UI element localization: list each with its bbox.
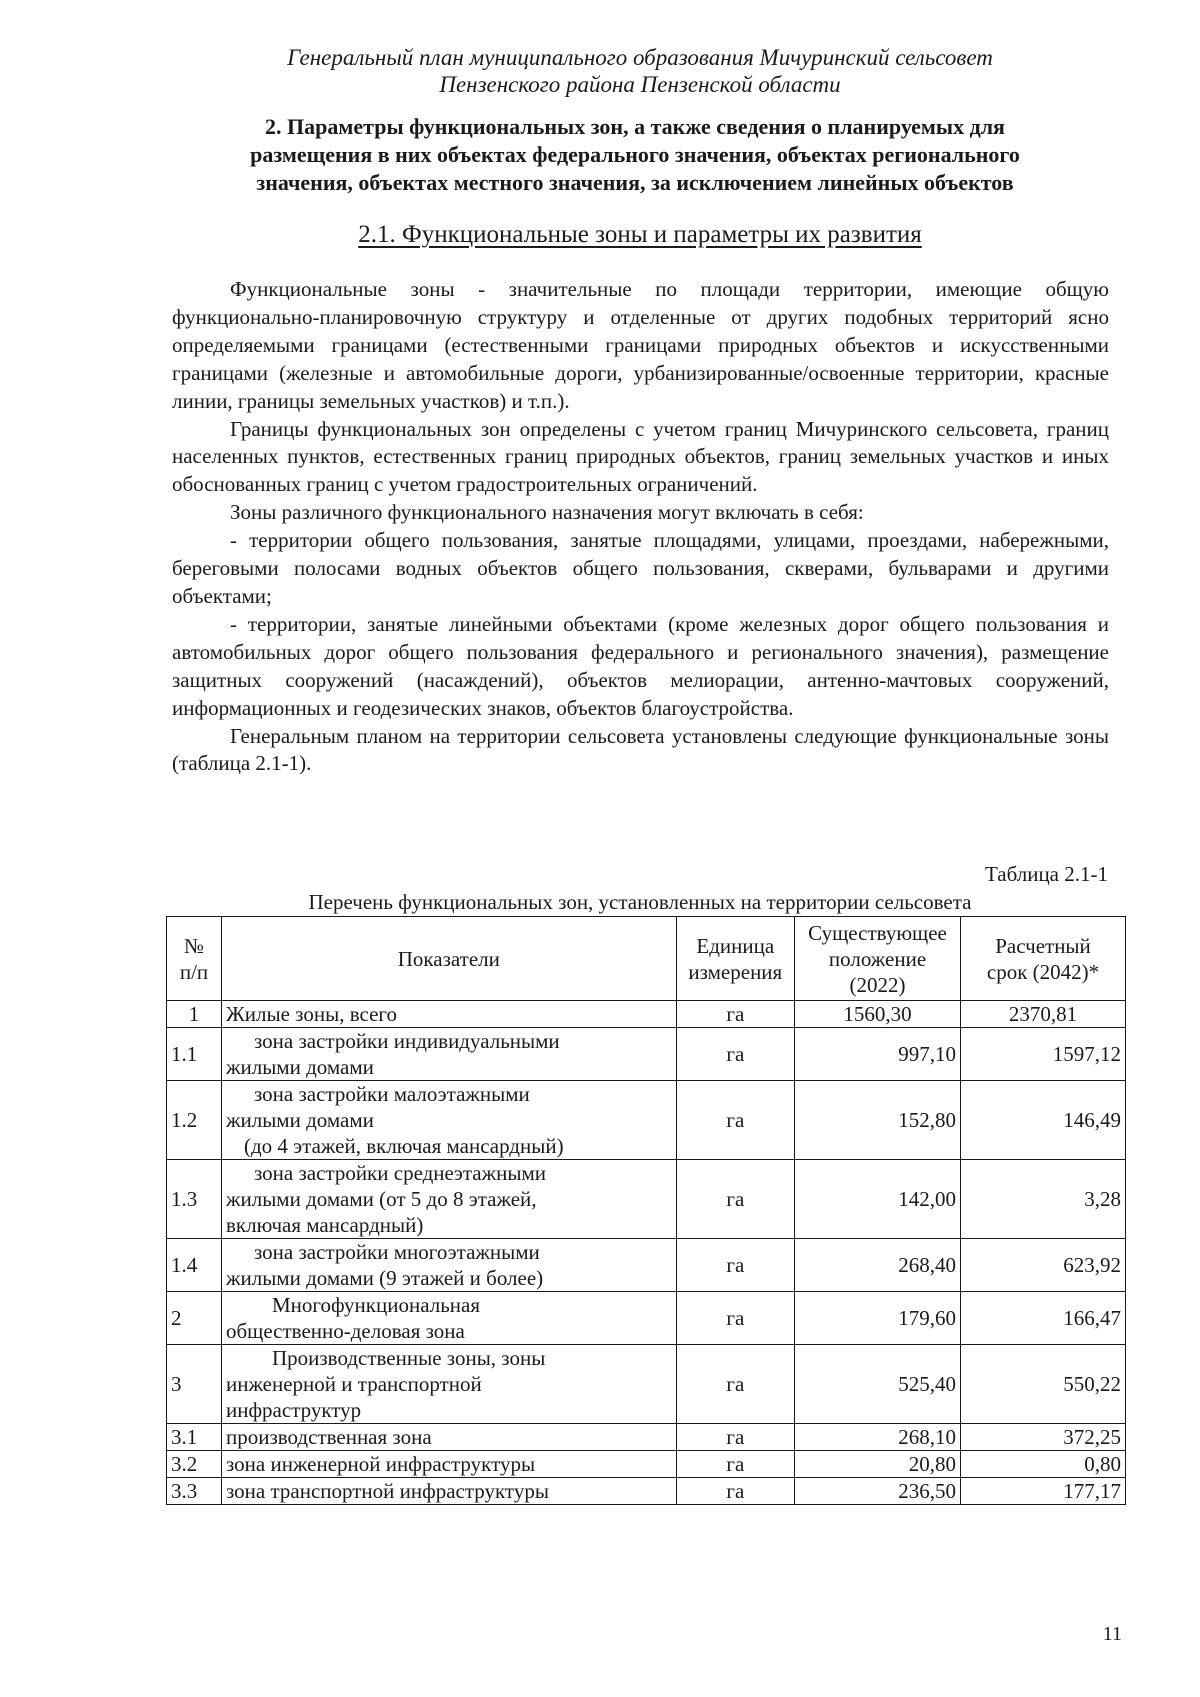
body-text (172, 276, 1109, 778)
row-indicator-line-1: зона застройки многоэтажными (253, 1240, 540, 1264)
header-current-line-2: положение (828, 946, 927, 971)
header-current (795, 917, 961, 1001)
row-current: 997,10 (795, 1028, 961, 1081)
row-indicator: зона транспортной инфраструктуры (221, 1478, 676, 1505)
row-current: 268,10 (795, 1424, 961, 1451)
row-num: 3.1 (167, 1424, 222, 1451)
row-indicator (221, 1160, 676, 1239)
table-row (167, 1001, 1126, 1028)
table-row (167, 1345, 1126, 1424)
row-plan: 166,47 (961, 1292, 1126, 1345)
list-item-linear-objects: - территории, занятые линейными объектами (кроме железных дорог общего пользования и автомобильных дорог общего пользования федерального и регионального значения), размещение защитных сооружений (насаждений), объектов мелиорации, антенно-мачтовых сооружений, информационных и геодезических знаков, объектов благоустройства. (172, 611, 1109, 720)
row-indicator: зона инженерной инфраструктуры (221, 1451, 676, 1478)
row-indicator-line-2: жилыми домами (225, 1055, 374, 1079)
header-plan (961, 917, 1126, 1001)
row-num: 1.3 (167, 1160, 222, 1239)
row-plan: 623,92 (961, 1239, 1126, 1292)
row-plan: 3,28 (961, 1160, 1126, 1239)
row-unit: га (676, 1028, 794, 1081)
row-unit: га (676, 1292, 794, 1345)
header-line-2: Пензенского района Пензенской области (439, 72, 841, 97)
row-unit: га (676, 1081, 794, 1160)
row-indicator-line-1: зона застройки малоэтажными (253, 1082, 530, 1106)
section-title-line-1: 2. Параметры функциональных зон, а также сведения о планируемых для (265, 114, 1005, 139)
table-row (167, 1081, 1126, 1160)
header-plan-line-1: Расчетный (995, 933, 1091, 958)
header-current-line-1: Существующее (808, 920, 947, 945)
row-indicator-line-2: общественно-деловая зона (225, 1319, 465, 1343)
document-header (170, 44, 1110, 98)
row-plan: 550,22 (961, 1345, 1126, 1424)
row-plan: 0,80 (961, 1451, 1126, 1478)
row-indicator-line-2: жилыми домами (9 этажей и более) (225, 1266, 544, 1290)
row-num: 1.4 (167, 1239, 222, 1292)
row-indicator (221, 1081, 676, 1160)
row-unit: га (676, 1478, 794, 1505)
table-row (167, 1478, 1126, 1505)
section-title-line-2: размещения в них объектах федерального значения, объектах регионального (250, 142, 1020, 167)
table-header-row (167, 917, 1126, 1001)
row-indicator: производственная зона (221, 1424, 676, 1451)
row-unit: га (676, 1345, 794, 1424)
header-unit (676, 917, 794, 1001)
header-num-line-2: п/п (179, 959, 209, 984)
row-plan: 146,49 (961, 1081, 1126, 1160)
row-num: 3 (167, 1345, 222, 1424)
table-row (167, 1451, 1126, 1478)
paragraph-definition: Функциональные зоны - значительные по площади территории, имеющие общую функционально-планировочную структуру и отделенные от других подобных территорий ясно определяемыми границами (естественными границами природных объектов и искусственными границами (железные и автомобильные дороги, урбанизированные/освоенные территории, красные линии, границы земельных участков) и т.п.). (172, 277, 1109, 413)
row-indicator (221, 1028, 676, 1081)
row-num: 2 (167, 1292, 222, 1345)
table-row (167, 1239, 1126, 1292)
row-num: 1.2 (167, 1081, 222, 1160)
row-indicator-line-1: Многофункциональная (271, 1293, 480, 1317)
row-indicator (221, 1292, 676, 1345)
row-num: 3.3 (167, 1478, 222, 1505)
row-current: 1560,30 (795, 1001, 961, 1028)
paragraph-zones-intro: Зоны различного функционального назначения могут включать в себя: (230, 500, 864, 525)
page-number: 11 (1102, 1623, 1122, 1645)
table-number: Таблица 2.1-1 (984, 862, 1108, 886)
row-indicator-line-1: зона застройки среднеэтажными (253, 1161, 547, 1185)
header-plan-line-2: срок (2042)* (986, 959, 1100, 984)
header-unit-line-1: Единица (696, 933, 775, 958)
paragraph-table-reference: Генеральным планом на территории сельсовета установлены следующие функциональные зоны (таблица 2.1-1). (172, 723, 1109, 776)
row-num: 1.1 (167, 1028, 222, 1081)
row-indicator-line-2: жилыми домами (от 5 до 8 этажей, (225, 1187, 537, 1211)
row-current: 525,40 (795, 1345, 961, 1424)
row-indicator-line-1: Производственные зоны, зоны (271, 1346, 546, 1370)
table-row (167, 1424, 1126, 1451)
row-current: 20,80 (795, 1451, 961, 1478)
row-indicator (221, 1345, 676, 1424)
section-title-line-3: значения, объектах местного значения, за исключением линейных объектов (256, 170, 1014, 195)
row-current: 179,60 (795, 1292, 961, 1345)
table-row (167, 1028, 1126, 1081)
row-indicator (221, 1239, 676, 1292)
row-plan: 1597,12 (961, 1028, 1126, 1081)
row-plan: 177,17 (961, 1478, 1126, 1505)
header-num-line-1: № (183, 933, 204, 958)
row-unit: га (676, 1424, 794, 1451)
table-caption: Перечень функциональных зон, установленных на территории сельсовета (308, 890, 972, 914)
row-current: 236,50 (795, 1478, 961, 1505)
section-heading (190, 113, 1080, 197)
row-unit: га (676, 1001, 794, 1028)
list-item-public-territories: - территории общего пользования, занятые площадями, улицами, проездами, набережными, береговыми полосами водных объектов общего пользования, скверами, бульварами и другими объектами; (172, 528, 1109, 608)
row-plan: 2370,81 (961, 1001, 1126, 1028)
row-current: 152,80 (795, 1081, 961, 1160)
header-num (167, 917, 222, 1001)
row-unit: га (676, 1451, 794, 1478)
header-current-line-3: (2022) (849, 972, 906, 997)
header-unit-line-2: измерения (688, 959, 783, 984)
row-indicator-line-1: зона застройки индивидуальными (253, 1029, 560, 1053)
table-row (167, 1292, 1126, 1345)
header-line-1: Генеральный план муниципального образования Мичуринский сельсовет (287, 45, 993, 70)
paragraph-boundaries: Границы функциональных зон определены с учетом границ Мичуринского сельсовета, границ населенных пунктов, естественных границ природных объектов, границ земельных участков и иных обоснованных границ с учетом градостроительных ограничений. (172, 416, 1109, 497)
row-num: 3.2 (167, 1451, 222, 1478)
row-indicator-line-2: жилыми домами (225, 1108, 374, 1132)
row-plan: 372,25 (961, 1424, 1126, 1451)
row-num: 1 (167, 1001, 222, 1028)
row-indicator-line-3: включая мансардный) (225, 1213, 424, 1237)
row-current: 142,00 (795, 1160, 961, 1239)
row-unit: га (676, 1160, 794, 1239)
table-row (167, 1160, 1126, 1239)
row-current: 268,40 (795, 1239, 961, 1292)
row-indicator: Жилые зоны, всего (221, 1001, 676, 1028)
functional-zones-table (166, 916, 1126, 1505)
row-unit: га (676, 1239, 794, 1292)
row-indicator-line-3: (до 4 этажей, включая мансардный) (243, 1134, 564, 1158)
row-indicator-line-3: инфраструктур (225, 1398, 362, 1422)
row-indicator-line-2: инженерной и транспортной (225, 1372, 482, 1396)
subsection-heading: 2.1. Функциональные зоны и параметры их развития (358, 221, 922, 248)
header-indicator: Показатели (221, 917, 676, 1001)
